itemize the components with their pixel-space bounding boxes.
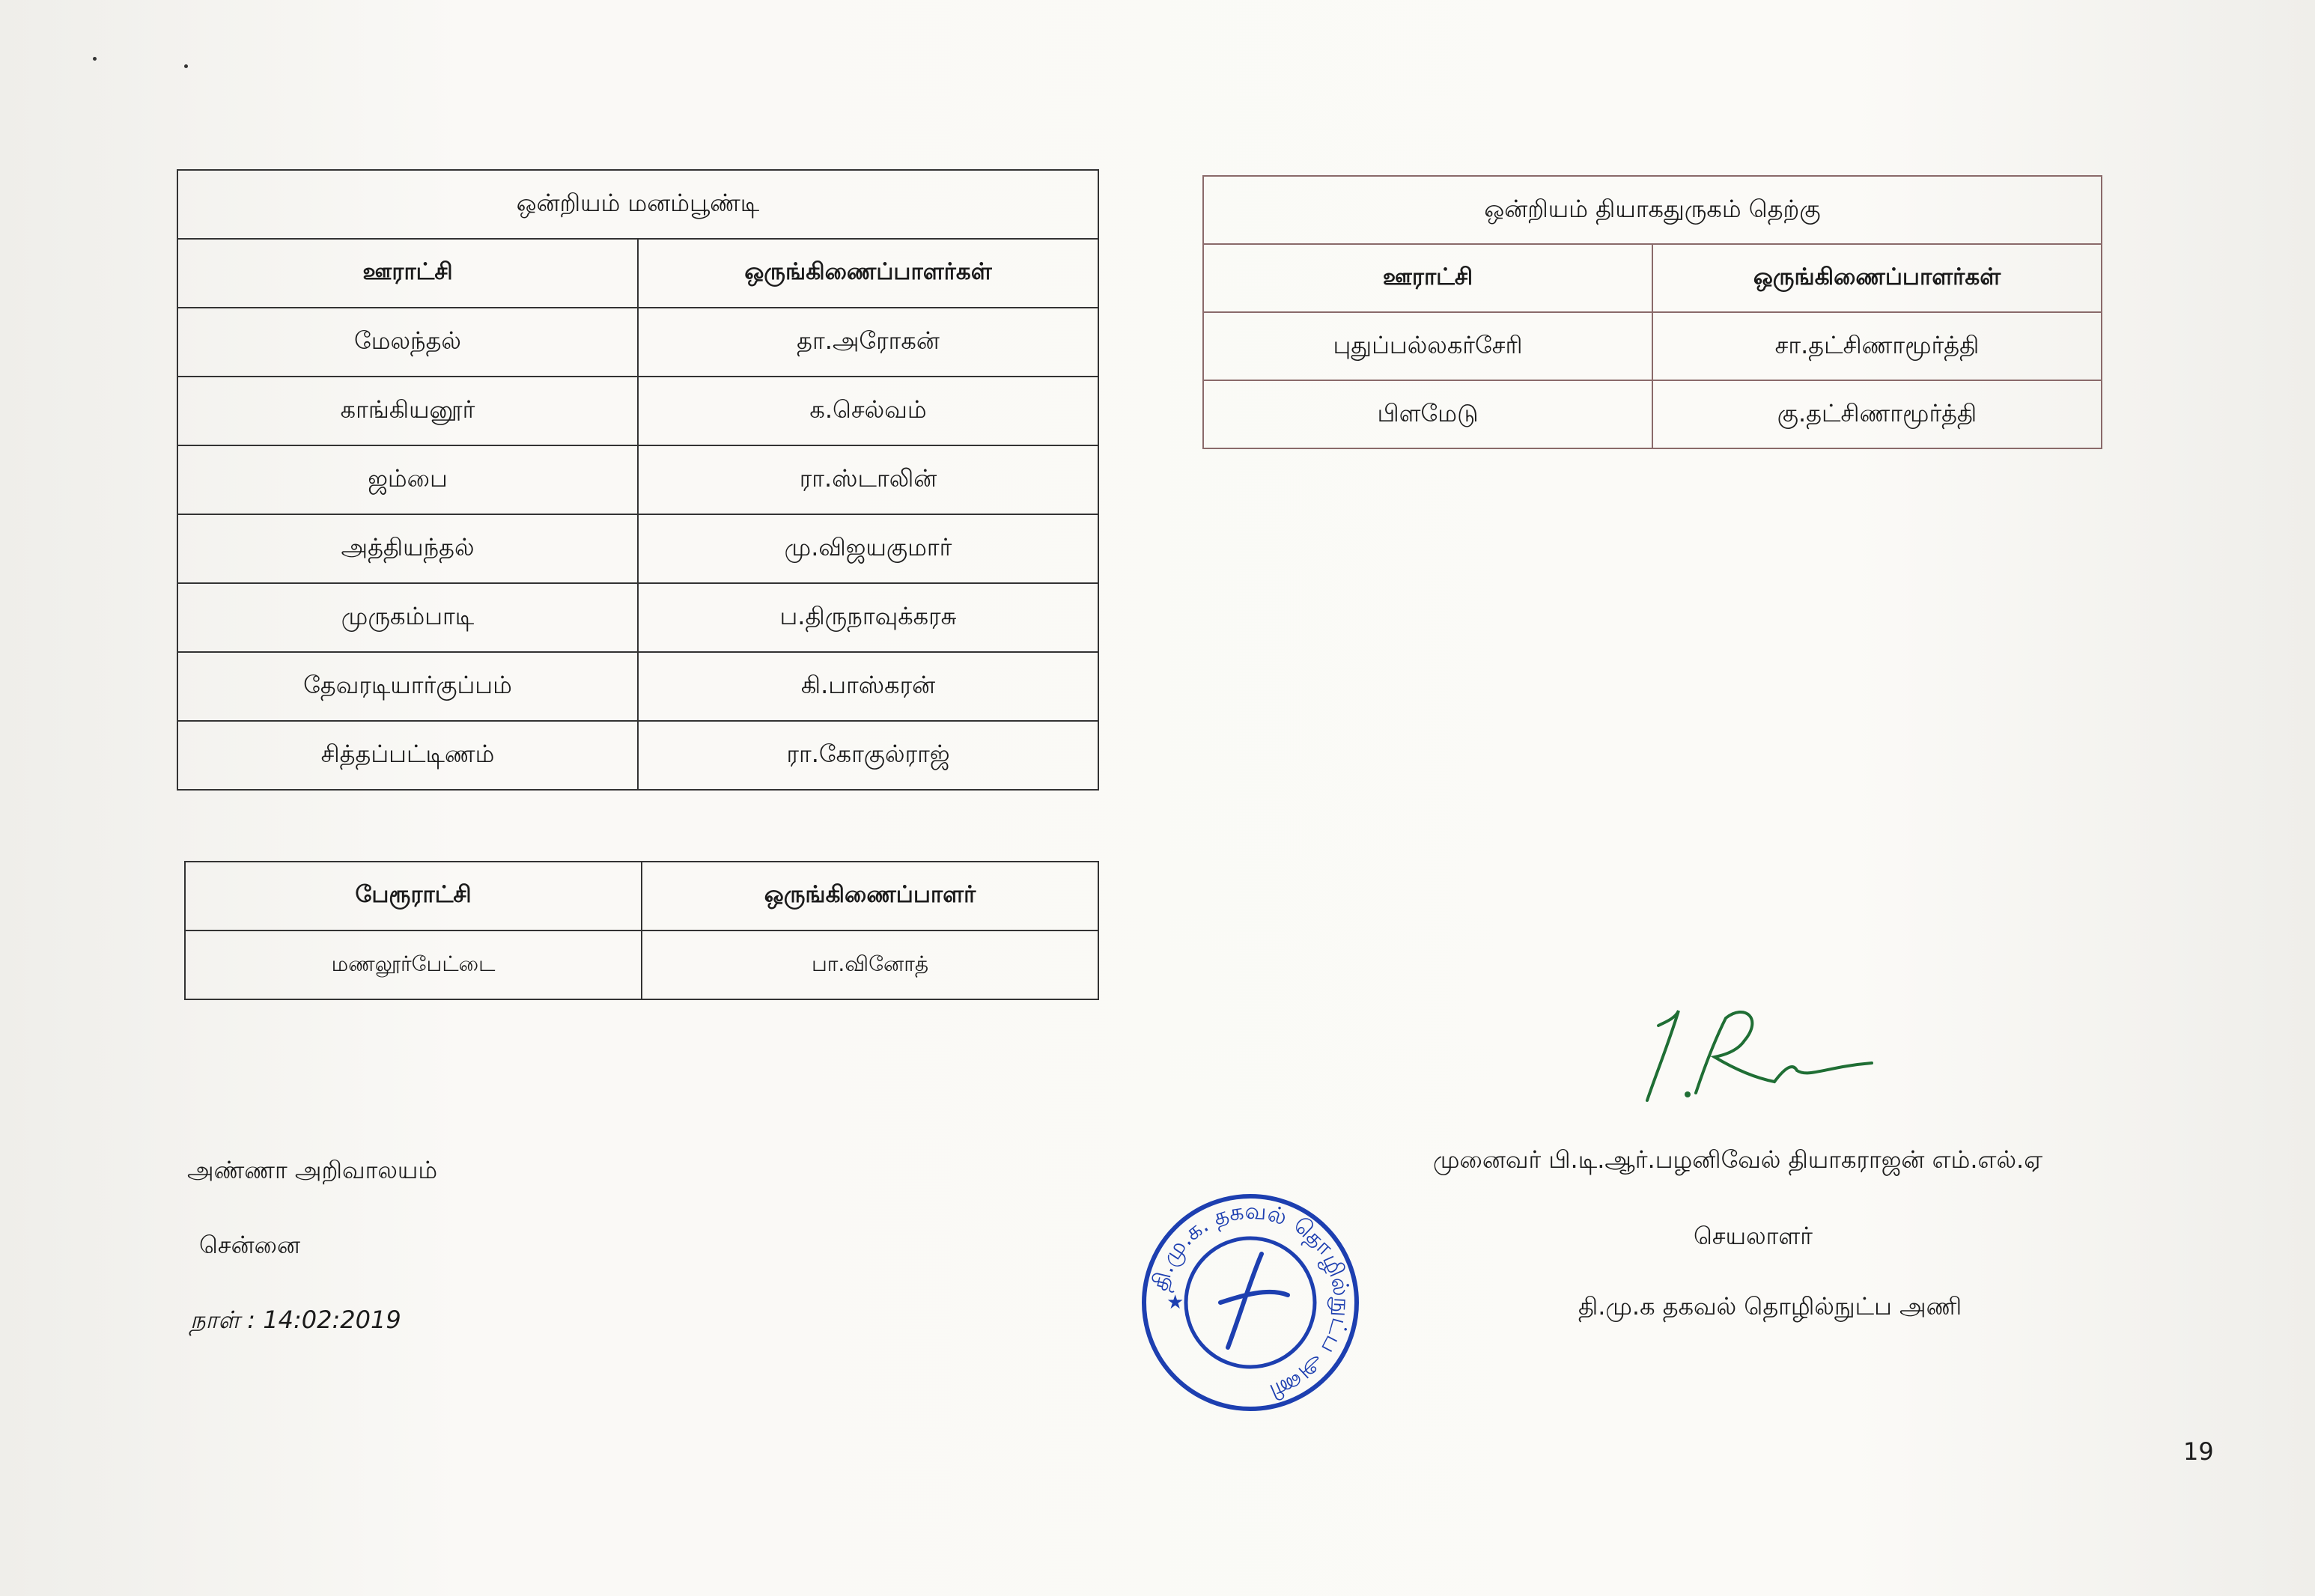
speck [93,57,97,61]
village-cell: பிளமேடு [1203,380,1652,448]
city-label: சென்னை [199,1231,300,1259]
coordinator-cell: கு.தட்சிணாமூர்த்தி [1652,380,2102,448]
table-row [1203,312,2102,380]
village-cell: தேவரடியார்குப்பம் [177,652,638,721]
table-title-row [1203,176,2102,244]
table-mananpoondi [177,169,1099,791]
date-label: நாள் : 14:02:2019 [190,1306,401,1334]
coordinator-cell: ப.திருநாவுக்கரசு [638,583,1098,652]
speck [184,64,188,68]
seal-stamp [1138,1190,1363,1415]
table-header-row [177,239,1098,308]
table-row [177,652,1098,721]
signatory-organization: தி.மு.க தகவல் தொழில்நுட்ப அணி [1578,1292,1962,1321]
coordinator-cell: ரா.ஸ்டாலின் [638,445,1098,514]
coordinator-cell: ரா.கோகுல்ராஜ் [638,721,1098,790]
signature-image [1625,988,1894,1123]
village-cell: மேலந்தல் [177,308,638,377]
table-thiyagadurugam [1202,175,2102,449]
village-cell: அத்தியந்தல் [177,514,638,583]
village-cell: முருகம்பாடி [177,583,638,652]
column-header-town: பேரூராட்சி [185,862,642,931]
star-icon: ★ [1166,1291,1184,1314]
coordinator-cell: க.செல்வம் [638,377,1098,445]
table-row [185,931,1098,999]
coordinator-cell: தா.அரோகன் [638,308,1098,377]
table-row [177,377,1098,445]
column-header-village: ஊராட்சி [1203,244,1652,312]
table-header-row [185,862,1098,931]
coordinator-cell: மு.விஜயகுமார் [638,514,1098,583]
coordinator-cell: பா.வினோத் [642,931,1098,999]
table-row [1203,380,2102,448]
column-header-village: ஊராட்சி [177,239,638,308]
column-header-coordinators: ஒருங்கிணைப்பாளர்கள் [1652,244,2102,312]
town-cell: மணலூர்பேட்டை [185,931,642,999]
village-cell: ஜம்பை [177,445,638,514]
table-row [177,514,1098,583]
table-header-row [1203,244,2102,312]
signature-stroke [1696,1012,1872,1093]
table-row [177,445,1098,514]
table-title: ஒன்றியம் தியாகதுருகம் தெற்கு [1203,176,2102,244]
place-label: அண்ணா அறிவாலயம் [187,1156,438,1184]
signature-stroke [1647,1011,1679,1100]
seal-text: தி.மு.க. தகவல் தொழில்நுட்ப அணி [1146,1198,1355,1405]
table-row [177,721,1098,790]
village-cell: புதுப்பல்லகர்சேரி [1203,312,1652,380]
coordinator-cell: சா.தட்சிணாமூர்த்தி [1652,312,2102,380]
table-row [177,308,1098,377]
table-town-panchayat [184,861,1099,1000]
table-title-row [177,170,1098,239]
table-title: ஒன்றியம் மனம்பூண்டி [177,170,1098,239]
table-row [177,583,1098,652]
signatory-designation: செயலாளர் [1694,1222,1813,1250]
signatory-name: முனைவர் பி.டி.ஆர்.பழனிவேல் தியாகராஜன் எம்.எல்.ஏ [1433,1145,2043,1174]
column-header-coordinators: ஒருங்கிணைப்பாளர்கள் [638,239,1098,308]
village-cell: காங்கியனூர் [177,377,638,445]
column-header-coordinator: ஒருங்கிணைப்பாளர் [642,862,1098,931]
village-cell: சித்தப்பட்டிணம் [177,721,638,790]
coordinator-cell: கி.பாஸ்கரன் [638,652,1098,721]
page-number: 19 [2183,1437,2214,1466]
signature-dot [1685,1091,1691,1097]
seal-signature-mark [1220,1254,1288,1347]
seal-inner-ring [1186,1238,1315,1367]
